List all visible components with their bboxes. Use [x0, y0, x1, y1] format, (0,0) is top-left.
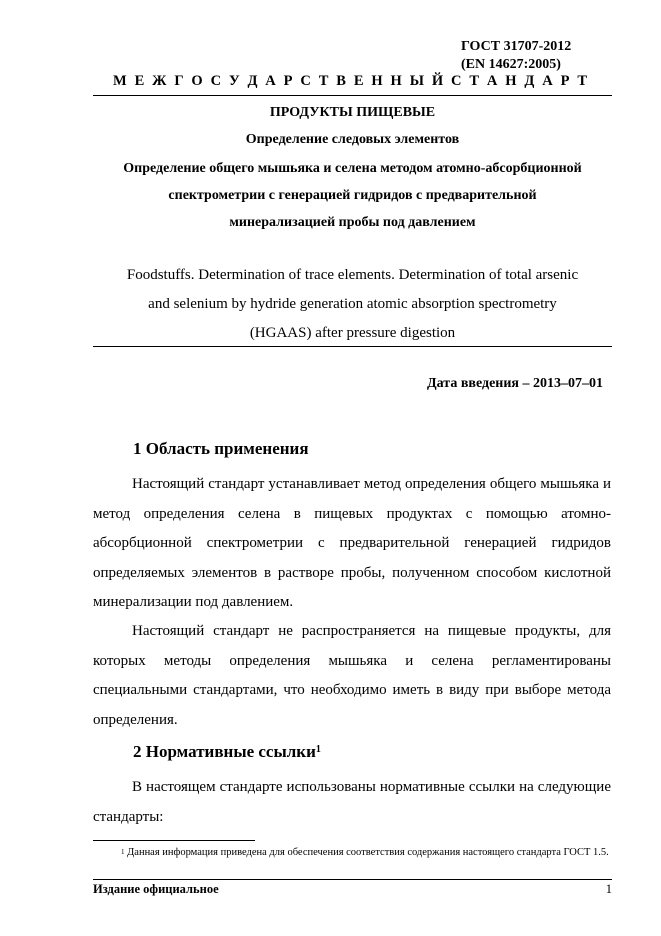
page-number: 1	[605, 882, 612, 896]
header-divider	[93, 95, 612, 96]
subtitle-line: спектрометрии с генерацией гидридов с предварительной	[168, 188, 537, 203]
scope-paragraph-1: Настоящий стандарт устанавливает метод определения общего мышьяка и метод определения селена в пищевых продуктах с помощью атомно-абсорбционной спектрометрии с предварительной генерацией гидридов определяемых элементов в растворе пробы, полученном способом кислотной минерализации под давлением.	[93, 476, 611, 610]
references-heading-text: 2 Нормативные ссылки	[133, 742, 316, 761]
references-paragraph: В настоящем стандарте использованы нормативные ссылки на следующие стандарты:	[93, 779, 611, 825]
english-title-line: (HGAAS) after pressure digestion	[249, 325, 456, 341]
footnote-reference[interactable]: 1	[315, 744, 321, 755]
section-heading-references	[133, 741, 321, 763]
subtitle-line: минерализацией пробы под давлением	[229, 215, 476, 230]
english-title-line: Foodstuffs. Determination of trace elements. Determination of total arsenic	[126, 267, 579, 283]
english-title-line: and selenium by hydride generation atomic absorption spectrometry	[148, 296, 557, 312]
title-divider	[93, 346, 612, 347]
footnote-separator	[93, 840, 255, 841]
section-heading-scope: 1 Область применения	[133, 439, 309, 458]
scope-paragraph-2: Настоящий стандарт не распространяется на пищевые продукты, для которых методы определения мышьяка и селена регламентированы специальными стандартами, что необходимо иметь в виду при выборе метода определения.	[93, 623, 611, 728]
footnote-mark: 1	[121, 848, 125, 856]
footnote	[93, 845, 611, 860]
interstate-standard-label: М Е Ж Г О С У Д А Р С Т В Е Н Н Ы Й С Т А Н Д А Р Т	[113, 73, 587, 89]
introduction-date: Дата введения – 2013–07–01	[427, 376, 603, 391]
edition-label: Издание официальное	[93, 882, 219, 896]
document-title: ПРОДУКТЫ ПИЩЕВЫЕ	[269, 105, 436, 120]
document-subtitle: Определение следовых элементов	[245, 132, 460, 147]
standard-number: ГОСТ 31707-2012	[461, 39, 572, 54]
en-standard-number: (EN 14627:2005)	[461, 57, 561, 72]
footer-divider	[93, 879, 612, 880]
footnote-text: Данная информация приведена для обеспечения соответствия содержания настоящего стандарта ГОСТ 1.5.	[127, 847, 609, 858]
english-title	[93, 261, 612, 348]
document-subtitle-detail	[93, 155, 612, 236]
subtitle-line: Определение общего мышьяка и селена методом атомно-абсорбционной	[123, 161, 582, 176]
